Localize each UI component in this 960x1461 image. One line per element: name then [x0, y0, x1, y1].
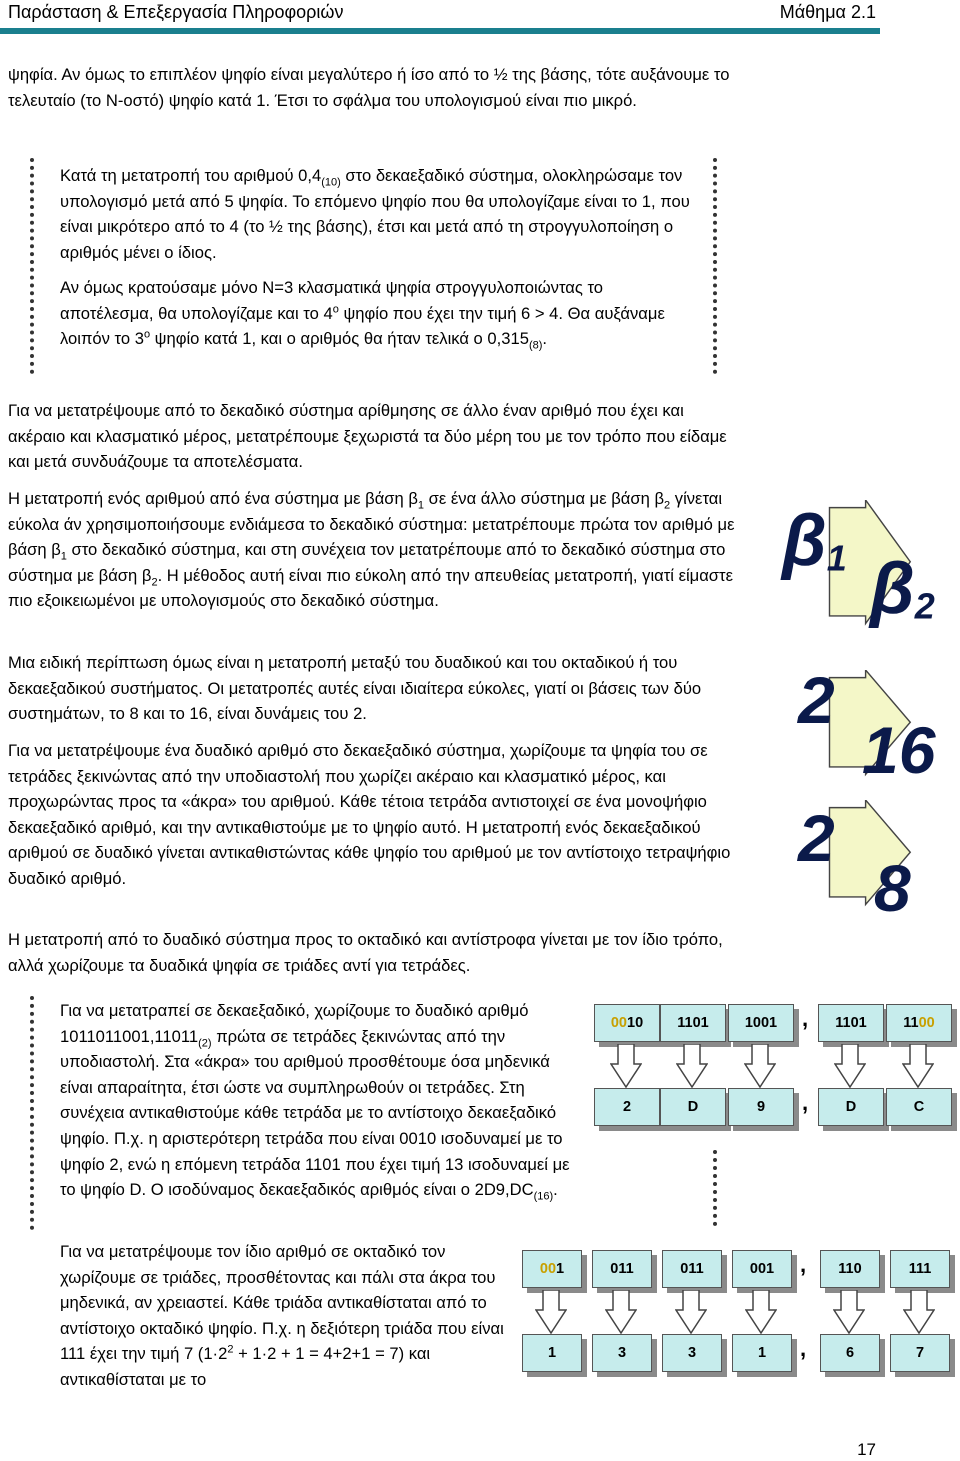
- page-number: 17: [857, 1440, 876, 1459]
- oct-digit-5: 6: [820, 1334, 880, 1372]
- example-box-rounding-b: Αν όμως κρατούσαμε μόνο N=3 κλασματικά ψηφία στρογγυλοποιώντας το αποτέλεσμα, θα υπολογίζαμε και το $4^o$ ψηφίο που έχει την τιμή 6 > 4. Θα αυξάναμε λοιπόν το $3^o$ ψηφίο κατά 1, και ο αριθμός θα ήταν τελικά ο $0,315_{(8)}$.: [60, 278, 665, 352]
- oct-group-1: 00 1: [522, 1250, 582, 1288]
- hex-group-5: 11 00: [886, 1004, 952, 1042]
- oct-group-5: 110: [820, 1250, 880, 1288]
- oct-group-6: 111: [890, 1250, 950, 1288]
- oct-group-2: 011: [592, 1250, 652, 1288]
- dotted-border-ex2: [713, 1150, 717, 1226]
- hex-comma-bottom: ,: [802, 1090, 809, 1115]
- paragraph-rounding: ψηφία. Αν όμως το επιπλέον ψηφίο είναι μεγαλύτερο ή ίσο από το ½ της βάσης, τότε αυξάνουμε το τελευταίο (το N-οστό) ψηφίο κατά 1. Έτσι το σφάλμα του υπολογισμού είναι πιο μικρό.: [8, 65, 730, 110]
- paragraph-special-case: Μια ειδική περίπτωση όμως είναι η μετατροπή μεταξύ του δυαδικού και του οκταδικού ή του δεκαεξαδικού συστήματος. Οι μετατροπές αυτές είναι ιδιαίτερα εύκολες, γιατί οι βάσεις των δύο συστημάτων, το 8 και το 16, είναι δυνάμεις του 2.: [8, 653, 702, 724]
- oct-digit-6: 7: [890, 1334, 950, 1372]
- paragraph-binary-to-octal: Η μετατροπή από το δυαδικό σύστημα προς το οκταδικό και αντίστροφα γίνεται με τον ίδιο τρόπο, αλλά χωρίζουμε τα δυαδικά ψηφία σε τριάδες αντί για τετράδες.: [8, 930, 723, 975]
- sidebar-base-8: 8: [874, 851, 911, 925]
- hex-group-1: 00 10: [594, 1004, 660, 1042]
- down-arrow-icon: [744, 1044, 776, 1088]
- dotted-border-ex1: [30, 996, 34, 1230]
- oct-group-4: 001: [732, 1250, 792, 1288]
- hex-group-4: 1101: [818, 1004, 884, 1042]
- oct-group-3: 011: [662, 1250, 722, 1288]
- hex-group-2: 1101: [660, 1004, 726, 1042]
- hex-digit-4: D: [818, 1088, 884, 1126]
- sidebar-beta-2: $\beta_2$: [870, 549, 935, 629]
- example-box-rounding-a: Κατά τη μετατροπή του αριθμού $0,4_{(10)}$ στο δεκαεξαδικό σύστημα, ολοκληρώσαμε τον υπολογισμό μετά από 5 ψηφία. Το επόμενο ψηφίο που θα υπολογίζαμε είναι το 1, που είναι μικρότερο από το 4 (το ½ της βάσης), έτσι και μετά από τη στρογγυλοποίηση ο αριθμός μένει ο ίδιος.: [60, 166, 690, 262]
- oct-digit-2: 3: [592, 1334, 652, 1372]
- sidebar-base-2-b: 2: [798, 801, 835, 875]
- hex-digit-2: D: [660, 1088, 726, 1126]
- paragraph-mixed-number: Για να μετατρέψουμε από το δεκαδικό σύστημα αρίθμησης σε άλλο έναν αριθμό που έχει και ακέραιο και κλασματικό μέρος, μετατρέπουμε ξεχωριστά τα δύο μέρη του με τον τρόπο που είδαμε και μετά συνδυάζουμε τα αποτελέσματα.: [8, 401, 727, 472]
- header-title: Παράσταση & Επεξεργασία Πληροφοριών: [8, 2, 344, 22]
- down-arrow-icon: [610, 1044, 642, 1088]
- oct-comma-bottom: ,: [800, 1336, 807, 1361]
- page-header: [0, 0, 960, 40]
- dotted-border-right: [713, 158, 717, 374]
- example-binary-to-octal: Για να μετατρέψουμε τον ίδιο αριθμό σε οκταδικό τον χωρίζουμε σε τριάδες, προσθέτοντας και πάλι στα άκρα του μηδενικά, αν χρειαστεί. Κάθε τριάδα αντικαθίσταται από το αντίστοιχο οκταδικό ψηφίο. Π.χ. η δεξιότερη τριάδα που είναι 111 έχει την τιμή 7 $(1\cdot 2^2 + 1\cdot 2 + 1 = 4+2+1 = 7)$ και αντικαθίσταται με το: [60, 1242, 504, 1389]
- sidebar-base-16: 16: [862, 713, 936, 787]
- hex-digit-1: 2: [594, 1088, 660, 1126]
- sidebar-base-2-a: 2: [798, 663, 835, 737]
- oct-comma-top: ,: [800, 1252, 807, 1277]
- oct-digit-4: 1: [732, 1334, 792, 1372]
- down-arrow-icon: [675, 1290, 707, 1334]
- hex-digit-3: 9: [728, 1088, 794, 1126]
- oct-digit-1: 1: [522, 1334, 582, 1372]
- sidebar-beta-1: $\beta_1$: [782, 501, 847, 581]
- hex-digit-5: C: [886, 1088, 952, 1126]
- hex-group-3: 1001: [728, 1004, 794, 1042]
- down-arrow-icon: [834, 1044, 866, 1088]
- down-arrow-icon: [745, 1290, 777, 1334]
- down-arrow-icon: [833, 1290, 865, 1334]
- header-rule: [0, 28, 880, 34]
- paragraph-base-conversion: Η μετατροπή ενός αριθμού από ένα σύστημα με βάση $\beta_1$ σε ένα άλλο σύστημα με βάση $\beta_2$ γίνεται εύκολα άν χρησιμοποιήσουμε ενδιάμεσα το δεκαδικό σύστημα: μετατρέπουμε πρώτα τον αριθμό με βάση $\beta_1$ στο δεκαδικό σύστημα, και στη συνέχεια τον μετατρέπουμε από το δεκαδικό σύστημα στο σύστημα με βάση $\beta_2$. Η μέθοδος αυτή είναι πιο εύκολη από την απευθείας μετατροπή, γιατί είμαστε πιο εξοικειωμένοι με υπολογισμούς στο δεκαδικό σύστημα.: [8, 489, 735, 611]
- down-arrow-icon: [676, 1044, 708, 1088]
- down-arrow-icon: [535, 1290, 567, 1334]
- down-arrow-icon: [605, 1290, 637, 1334]
- hex-comma-top: ,: [802, 1006, 809, 1031]
- down-arrow-icon: [903, 1290, 935, 1334]
- dotted-border-left: [30, 158, 34, 374]
- example-binary-to-hex-a: Για να μετατραπεί σε δεκαεξαδικό, χωρίζουμε το δυαδικό αριθμό $1011011001,11011_{(2)}$ πρώτα σε τετράδες ξεκινώντας από την υποδιαστολή. Στα «άκρα» του αριθμού προσθέτουμε όσα μηδενικά είναι απαραίτητα, έτσι ώστε να συμπληρωθούν οι τετράδες. Στη συνέχεια αντικαθιστούμε κάθε τετράδα με το αντίστοιχο δεκαεξαδικό ψηφίο. Π.χ. η αριστερότερη τετράδα που είναι 0010 ισοδυναμεί με το ψηφίο 2, ενώ η επόμενη τετράδα 1101 που έχει τιμή 13 ισοδυναμεί με το ψηφίο D. Ο ισοδύναμος δεκαεξαδικός αριθμός είναι ο $2D9,DC_{(16)}$.: [60, 1001, 570, 1203]
- down-arrow-icon: [902, 1044, 934, 1088]
- paragraph-binary-to-hex: Για να μετατρέψουμε ένα δυαδικό αριθμό στο δεκαεξαδικό σύστημα, χωρίζουμε τα ψηφία του σε τετράδες ξεκινώντας από την υποδιαστολή που χωρίζει ακέραιο και κλασματικό μέρος, και προχωρώντας προς τα «άκρα» του αριθμού. Κάθε τέτοια τετράδα αντιστοιχεί σε ένα μονοψήφιο δεκαεξαδικό αριθμό, και την αντικαθιστούμε με το ψηφίο αυτό. Η μετατροπή ενός δεκαεξαδικού αριθμού σε δυαδικό γίνεται αντικαθιστώντας κάθε ψηφίο του αριθμού με τον αντίστοιχο τετραψήφιο δυαδικό αριθμό.: [8, 741, 731, 888]
- oct-digit-3: 3: [662, 1334, 722, 1372]
- header-lesson: Μάθημα 2.1: [779, 2, 876, 22]
